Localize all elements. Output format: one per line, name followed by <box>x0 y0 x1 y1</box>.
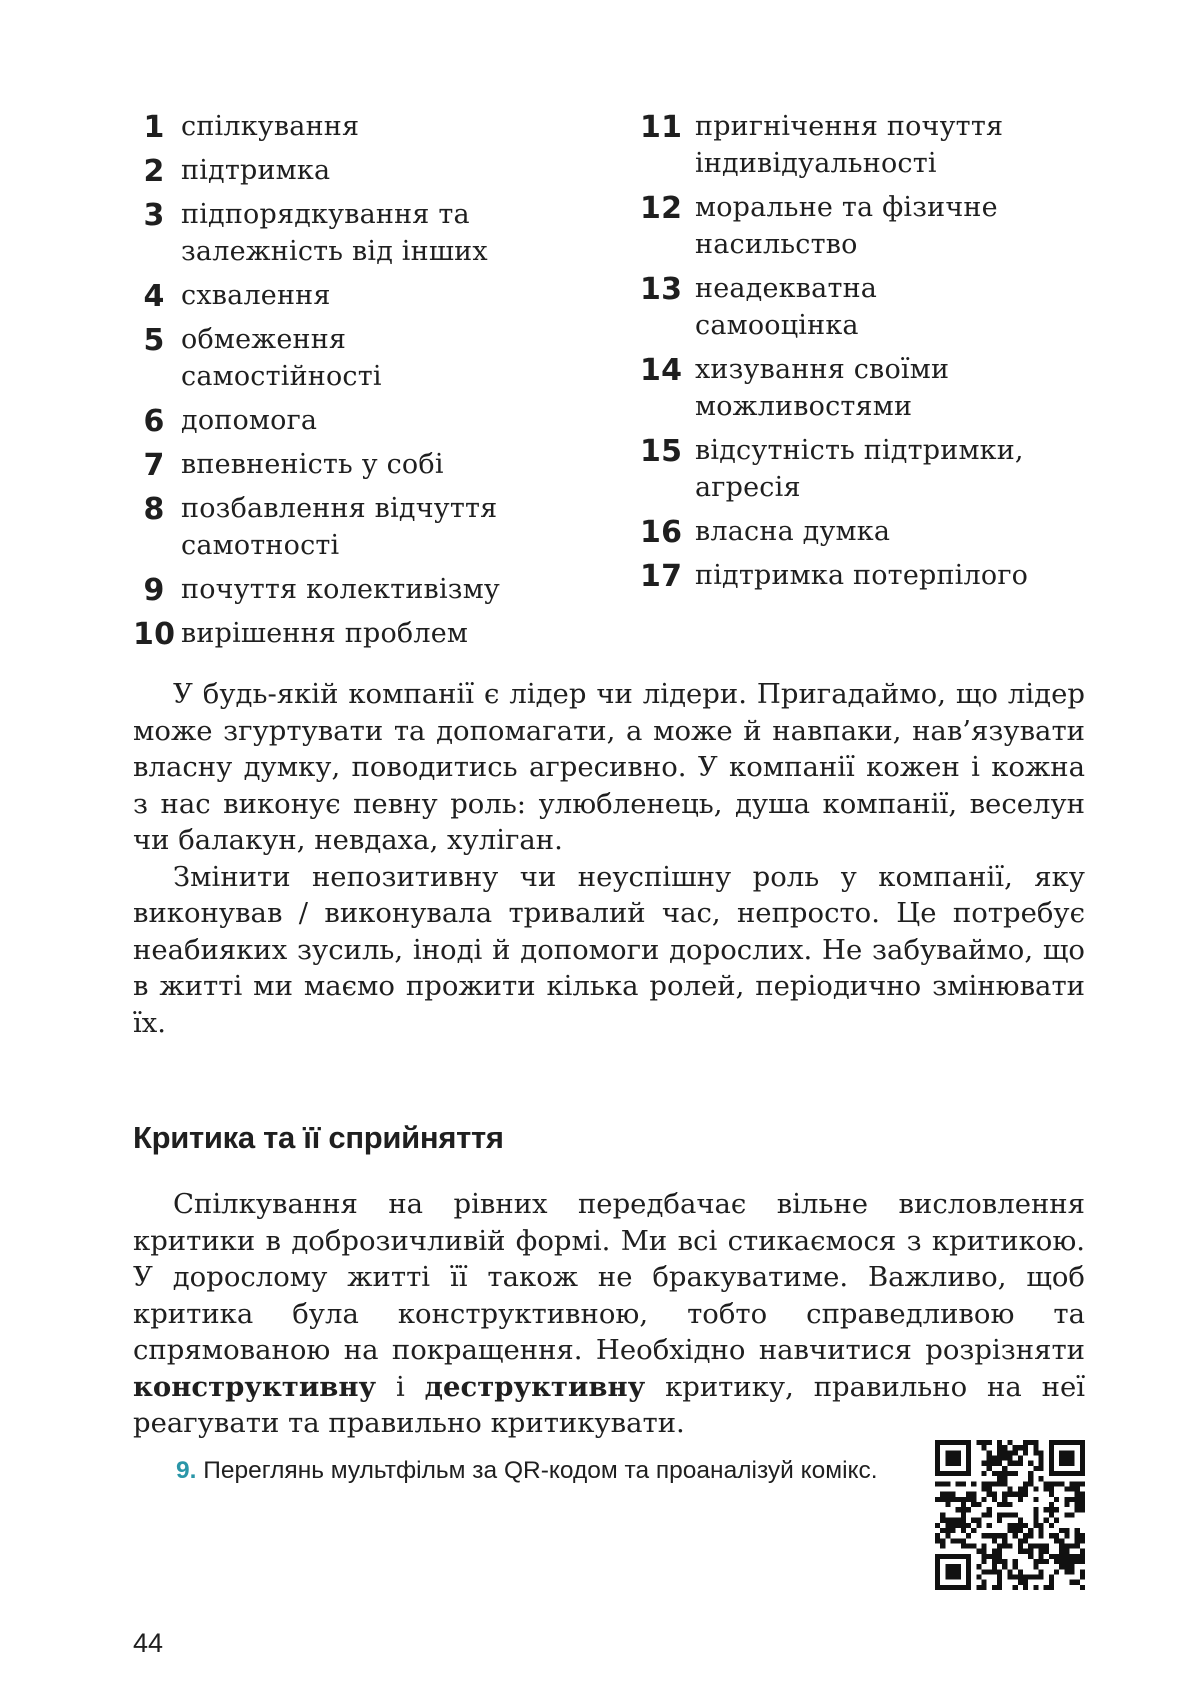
bold-term-constructive: конструктивну <box>133 1370 377 1403</box>
list-item-number: 6 <box>143 404 165 439</box>
list-item <box>640 270 1100 344</box>
list-item <box>133 446 603 483</box>
list-item <box>133 277 603 314</box>
task-text: Переглянь мультфільм за QR-кодом та проаналізуй комікс. <box>196 1457 878 1484</box>
paragraph-text: і <box>376 1370 425 1403</box>
list-item-text: відсутність підтримки, агресія <box>695 435 1024 503</box>
list-item <box>133 615 603 652</box>
list-item <box>640 351 1100 425</box>
list-item-number: 10 <box>133 617 176 652</box>
page-number: 44 <box>133 1628 164 1658</box>
section-heading: Критика та її сприйняття <box>133 1120 504 1155</box>
list-item-text: підпорядкування та залежність від інших <box>181 199 488 267</box>
list-item-text: схвалення <box>181 280 331 311</box>
list-item-text: моральне та фізичне насильство <box>695 192 998 260</box>
list-item <box>133 108 603 145</box>
list-item-text: підтримка <box>181 155 331 186</box>
list-item-number: 12 <box>640 191 683 226</box>
list-item-number: 11 <box>640 110 683 145</box>
list-item-number: 16 <box>640 515 683 550</box>
list-item <box>133 196 603 270</box>
list-item-text: позбавлення відчуття самотності <box>181 493 498 561</box>
list-item-number: 17 <box>640 559 683 594</box>
list-item-number: 5 <box>143 323 165 358</box>
list-item-number: 1 <box>143 110 165 145</box>
list-item-number: 15 <box>640 434 683 469</box>
list-item-text: пригнічення почуття індивідуальності <box>695 111 1004 179</box>
qr-code[interactable] <box>935 1440 1085 1590</box>
list-item <box>133 490 603 564</box>
list-item-number: 9 <box>143 573 165 608</box>
list-item-text: обмеження самостійності <box>181 324 382 392</box>
list-item-number: 13 <box>640 272 683 307</box>
paragraph-criticism <box>133 1186 1085 1442</box>
numbered-list-left <box>133 108 603 659</box>
task-9 <box>176 1455 916 1487</box>
list-item-number: 7 <box>143 448 165 483</box>
list-item-number: 4 <box>143 279 165 314</box>
paragraph-text: критику, правильно на неї реагувати та правильно критикувати. <box>133 1370 1086 1439</box>
list-item-text: власна думка <box>695 516 891 547</box>
list-item-text: хизування своїми можливостями <box>695 354 950 422</box>
list-item <box>133 152 603 189</box>
list-item <box>640 108 1100 182</box>
list-item <box>133 321 603 395</box>
list-item-number: 8 <box>143 492 165 527</box>
list-item-number: 14 <box>640 353 683 388</box>
list-item <box>640 513 1100 550</box>
list-item <box>133 402 603 439</box>
paragraph-text: Спілкування на рівних передбачає вільне висловлення критики в доброзичливій формі. Ми всі стикаємося з критикою. У дорослому житті її також не бракуватиме. Важливо, щоб критика була конструктивною, тобто справедливою та спрямованою на покращення. Необхідно навчитися розрізняти <box>133 1188 1085 1366</box>
list-item-text: почуття колективізму <box>181 574 500 605</box>
list-item-text: впевненість у собі <box>181 449 444 480</box>
list-item <box>133 571 603 608</box>
list-item <box>640 557 1100 594</box>
list-item-text: допомога <box>181 405 318 436</box>
list-item-text: спілкування <box>181 111 360 142</box>
list-item-text: підтримка потерпілого <box>695 560 1029 591</box>
list-item-number: 2 <box>143 154 165 189</box>
bold-term-destructive: деструктивну <box>424 1370 646 1403</box>
text-block-criticism <box>133 1186 1085 1442</box>
list-item <box>640 189 1100 263</box>
list-item-text: вирішення проблем <box>181 618 469 649</box>
paragraph-leaders: У будь-якій компанії є лідер чи лідери. Пригадаймо, що лідер може згуртувати та допомагати, а може й навпаки, нав’язувати власну думку, поводитись агресивно. У компанії кожен і кожна з нас виконує певну роль: улюбленець, душа компанії, веселун чи балакун, невдаха, хуліган. <box>133 678 1085 856</box>
list-item <box>640 432 1100 506</box>
paragraph-change-role: Змінити непозитивну чи неуспішну роль у компанії, яку виконував / виконувала тривалий час, непросто. Це потребує неабияких зусиль, іноді й допомоги дорослих. Не забуваймо, що в житті ми маємо прожити кілька ролей, періодично змінювати їх. <box>133 860 1085 1039</box>
text-block-roles <box>133 676 1085 1041</box>
list-item-number: 3 <box>143 198 165 233</box>
task-number: 9. <box>176 1457 197 1484</box>
numbered-list-right <box>640 108 1100 601</box>
list-item-text: неадекватна самооцінка <box>695 273 878 341</box>
